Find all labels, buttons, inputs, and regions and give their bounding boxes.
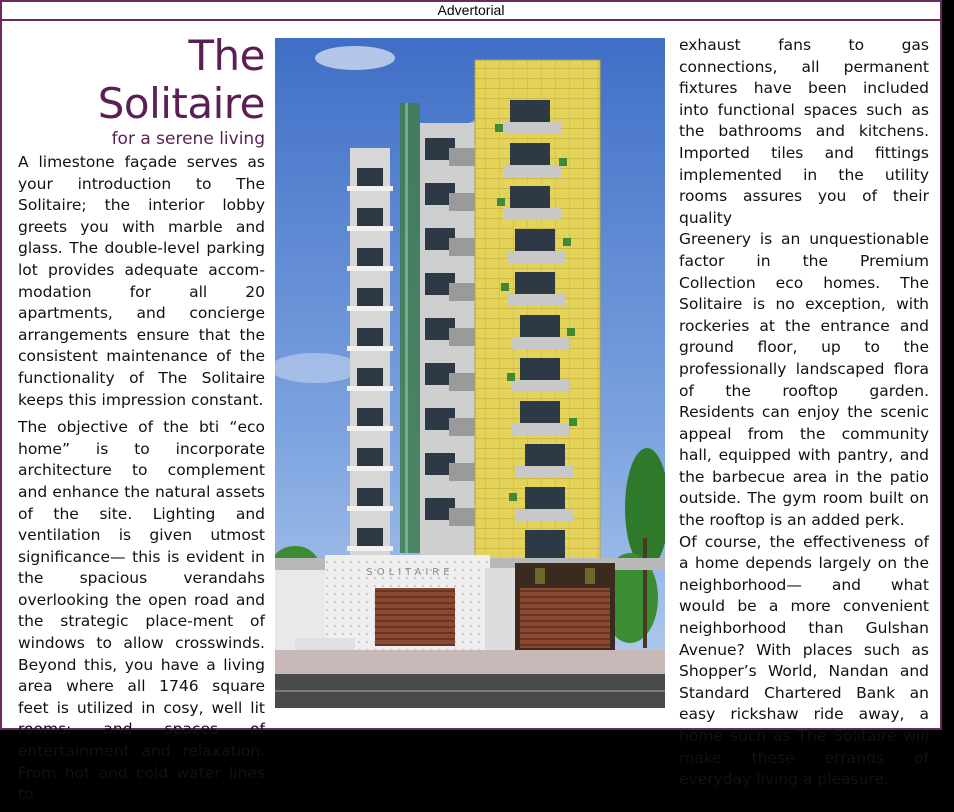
paragraph-right-2: Greenery is an unquestionable factor in the Premium Collection eco homes. The Solitaire is no exception, with rockeries at the entrance and ground floor, up to the professionally landscaped flora of the rooftop garden. Residents can enjoy the scenic appeal from the community hall, equipped with pantry, and the barbecue area in the patio outside. The gym room built on the rooftop is an added perk.	[679, 230, 929, 530]
left-column	[18, 32, 265, 812]
article-title: The Solitaire	[97, 31, 265, 128]
advertorial-banner: Advertorial	[2, 2, 940, 21]
building-rendering	[275, 38, 665, 708]
paragraph-right-1: exhaust fans to gas connections, all permanent fixtures have been included into functional spaces such as the bathrooms and kitchens. Imported tiles and fittings implemented in the utility rooms assures you of their quality	[679, 36, 929, 227]
building-illustration	[275, 38, 665, 708]
paragraph-left-1: A limestone façade serves as your introduction to The Solitaire; the interior lobby greets you with marble and glass. The double-level parking lot provides adequate accom-modation for all 20 apartments, and concierge arrangements ensure that the consistent maintenance of the functionality of The Solitaire keeps this impression constant.	[18, 153, 265, 409]
paragraph-right-3: Of course, the effectiveness of a home depends largely on the neighborhood— and what would be a more convenient neighborhood than Gulshan Avenue? With places such as Shopper’s World, Nandan and Standard Chartered Bank an easy rickshaw ride away, a home such as The Solitaire will make these errands of everyday living a pleasure.	[679, 532, 929, 789]
garage-gate-left	[375, 588, 455, 646]
paragraph-left-2: The objective of the bti “eco home” is to incorporate architecture to complement and enhance the natural assets of the site. Lighting and ventilation is given utmost significance— this is evident in the spacious verandahs overlooking the open road and the strategic place-ment of windows to allow crosswinds. Beyond this, you have a living area where all 1746 square feet is utilized in cosy, well lit rooms; and spaces of entertainment and relaxation. From hot and cold water lines to	[18, 418, 265, 804]
right-column	[679, 35, 929, 791]
building-sign: SOLITAIRE	[366, 567, 454, 578]
article-subtitle: for a serene living	[111, 129, 265, 149]
garage-gate-right	[520, 588, 610, 648]
green-glass-shaft	[400, 103, 420, 553]
